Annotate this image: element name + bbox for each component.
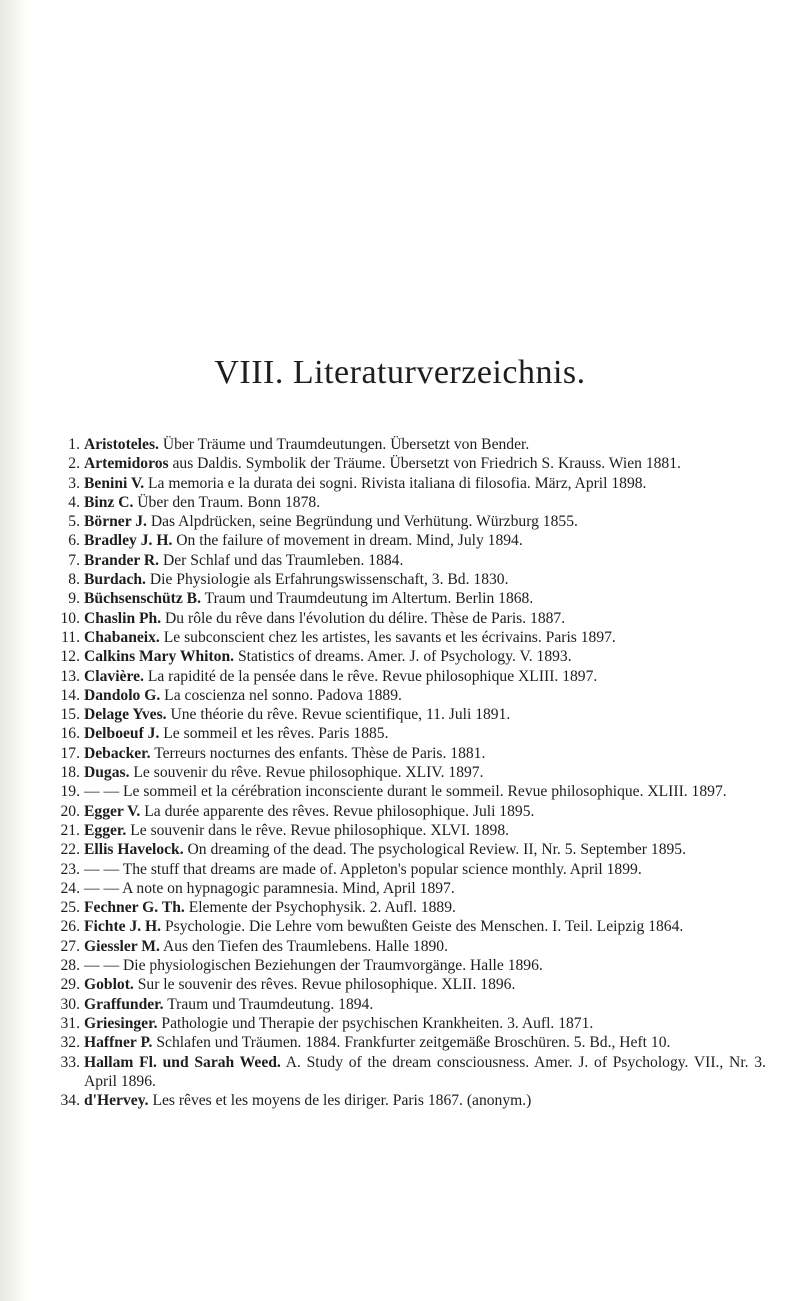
entry-text: Le souvenir dans le rêve. Revue philosophique. XLVI. 1898. <box>130 821 510 839</box>
entry-author: Chabaneix. <box>84 628 160 646</box>
bibliography-entry <box>54 744 766 763</box>
bibliography-entry <box>54 956 766 975</box>
entry-number: 28. <box>60 957 80 975</box>
entry-text: Schlafen und Träumen. 1884. Frankfurter zeitgemäße Broschüren. 5. Bd., Heft 10. <box>156 1034 671 1052</box>
entry-number: 20. <box>60 802 80 820</box>
entry-number: 14. <box>60 686 80 704</box>
entry-text: Aus den Tiefen des Traumlebens. Halle 1890. <box>162 937 448 955</box>
entry-text: Über Träume und Traumdeutungen. Übersetzt von Bender. <box>162 436 530 453</box>
bibliography-entry <box>54 705 766 724</box>
bibliography-entry <box>54 609 766 628</box>
bibliography-entry <box>54 551 766 570</box>
bibliography-entry <box>54 1091 766 1110</box>
entry-author: Calkins Mary Whiton. <box>84 648 235 666</box>
entry-number: 12. <box>60 648 80 666</box>
bibliography-entry <box>54 531 766 550</box>
entry-number: 13. <box>60 667 80 685</box>
entry-text: Das Alpdrücken, seine Begründung und Verhütung. Würzburg 1855. <box>150 513 578 531</box>
entry-number: 2. <box>68 455 80 473</box>
entry-text: — — Le sommeil et la cérébration inconsciente durant le sommeil. Revue philosophique. XLIII. 1897. <box>84 783 727 801</box>
entry-text: La coscienza nel sonno. Padova 1889. <box>164 686 402 704</box>
entry-number: 16. <box>60 725 80 743</box>
entry-text: Traum und Traumdeutung. 1894. <box>167 995 374 1013</box>
entry-number: 23. <box>60 860 80 878</box>
entry-number: 10. <box>60 609 80 627</box>
entry-text: Le souvenir du rêve. Revue philosophique. XLIV. 1897. <box>133 764 484 782</box>
entry-author: Graffunder. <box>84 995 164 1013</box>
entry-author: Hallam Fl. und Sarah Weed. <box>84 1053 281 1071</box>
entry-number: 31. <box>60 1014 80 1032</box>
bibliography-entry <box>54 879 766 898</box>
bibliography-entry <box>54 628 766 647</box>
entry-text: Elemente der Psychophysik. 2. Aufl. 1889. <box>188 899 456 917</box>
entry-text: On the failure of movement in dream. Mind, July 1894. <box>176 532 523 550</box>
entry-number: 33. <box>60 1053 80 1071</box>
entry-number: 22. <box>60 841 80 859</box>
entry-text: La rapidité de la pensée dans le rêve. Revue philosophique XLIII. 1897. <box>147 667 598 685</box>
bibliography-entry <box>54 589 766 608</box>
entry-author: Chaslin Ph. <box>84 609 162 627</box>
entry-text: Der Schlaf und das Traumleben. 1884. <box>163 551 404 569</box>
bibliography-entry <box>54 1053 766 1092</box>
entry-number: 34. <box>60 1092 80 1110</box>
entry-author: Goblot. <box>84 976 134 994</box>
entry-text: — — Die physiologischen Beziehungen der Traumvorgänge. Halle 1896. <box>84 957 543 975</box>
bibliography-entry <box>54 975 766 994</box>
entry-text: Une théorie du rêve. Revue scientifique, 11. Juli 1891. <box>170 706 511 724</box>
entry-author: Clavière. <box>84 667 144 685</box>
bibliography-entry <box>54 860 766 879</box>
bibliography-entry <box>54 917 766 936</box>
entry-number: 25. <box>60 899 80 917</box>
entry-text: Pathologie und Therapie der psychischen Krankheiten. 3. Aufl. 1871. <box>161 1014 594 1032</box>
entry-text: Sur le souvenir des rêves. Revue philosophique. XLII. 1896. <box>137 976 516 994</box>
entry-text: aus Daldis. Symbolik der Träume. Übersetzt von Friedrich S. Krauss. Wien 1881. <box>172 455 681 473</box>
entry-author: Artemidoros <box>84 455 169 473</box>
entry-author: Börner J. <box>84 513 147 531</box>
entry-number: 19. <box>60 783 80 801</box>
entry-author: Benini V. <box>84 474 145 492</box>
entry-text: La durée apparente des rêves. Revue philosophique. Juli 1895. <box>144 802 535 820</box>
entry-number: 7. <box>68 551 80 569</box>
bibliography-entry <box>54 802 766 821</box>
entry-author: Delboeuf J. <box>84 725 160 743</box>
entry-text: Du rôle du rêve dans l'évolution du délire. Thèse de Paris. 1887. <box>165 609 566 627</box>
bibliography-entry <box>54 454 766 473</box>
entry-author: Fechner G. Th. <box>84 899 185 917</box>
entry-text: Die Physiologie als Erfahrungswissenschaft, 3. Bd. 1830. <box>149 571 509 589</box>
entry-number: 4. <box>68 493 80 511</box>
bibliography-entry <box>54 898 766 917</box>
entry-text: — — The stuff that dreams are made of. Appleton's popular science monthly. April 1899. <box>84 860 642 878</box>
entry-author: Egger. <box>84 821 127 839</box>
entry-number: 8. <box>68 571 80 589</box>
entry-text: Statistics of dreams. Amer. J. of Psychology. V. 1893. <box>237 648 572 666</box>
bibliography-entry <box>54 686 766 705</box>
page-title: VIII. Literaturverzeichnis. <box>214 354 586 391</box>
entry-number: 6. <box>68 532 80 550</box>
bibliography-entry <box>54 512 766 531</box>
bibliography-entry <box>54 647 766 666</box>
entry-number: 26. <box>60 918 80 936</box>
entry-number: 5. <box>68 513 80 531</box>
entry-author: d'Hervey. <box>84 1092 149 1110</box>
entry-author: Aristoteles. <box>84 436 159 453</box>
entry-author: Brander R. <box>84 551 160 569</box>
entry-author: Bradley J. H. <box>84 532 173 550</box>
bibliography-entry <box>54 493 766 512</box>
entry-number: 11. <box>61 628 80 646</box>
bibliography-entry <box>54 724 766 743</box>
bibliography-entry <box>54 995 766 1014</box>
entry-author: Fichte J. H. <box>84 918 162 936</box>
entry-author: Ellis Havelock. <box>84 841 184 859</box>
entry-number: 17. <box>60 744 80 762</box>
entry-number: 27. <box>60 937 80 955</box>
entry-number: 1. <box>68 436 80 453</box>
entry-text: — — A note on hypnagogic paramnesia. Mind, April 1897. <box>84 879 455 897</box>
entry-author: Haffner P. <box>84 1034 153 1052</box>
entry-text: On dreaming of the dead. The psychological Review. II, Nr. 5. September 1895. <box>187 841 686 859</box>
entry-author: Griesinger. <box>84 1014 158 1032</box>
entry-author: Giessler M. <box>84 937 160 955</box>
bibliography-entry <box>54 821 766 840</box>
entry-text: Psychologie. Die Lehre vom bewußten Geiste des Menschen. I. Teil. Leipzig 1864. <box>165 918 684 936</box>
bibliography-entry <box>54 667 766 686</box>
bibliography-entry <box>54 1014 766 1033</box>
entry-author: Debacker. <box>84 744 151 762</box>
entry-author: Delage Yves. <box>84 706 167 724</box>
entry-author: Burdach. <box>84 571 146 589</box>
entry-number: 9. <box>68 590 80 608</box>
entry-text: Terreurs nocturnes des enfants. Thèse de Paris. 1881. <box>154 744 486 762</box>
entry-text: A. Study of the dream consciousness. Amer. J. of Psychology. VII., Nr. 3. April 1896. <box>84 1053 766 1090</box>
bibliography-entry <box>54 840 766 859</box>
entry-author: Dugas. <box>84 764 130 782</box>
entry-number: 32. <box>60 1034 80 1052</box>
bibliography-entry <box>54 1033 766 1052</box>
entry-number: 29. <box>60 976 80 994</box>
page-edge-shadow <box>0 0 30 1301</box>
entry-author: Binz C. <box>84 493 134 511</box>
bibliography-list <box>54 435 766 1110</box>
bibliography-entry <box>54 435 766 454</box>
entry-number: 24. <box>60 879 80 897</box>
entry-number: 3. <box>68 474 80 492</box>
entry-number: 21. <box>60 821 80 839</box>
entry-author: Büchsenschütz B. <box>84 590 201 608</box>
entry-text: Traum und Traumdeutung im Altertum. Berlin 1868. <box>204 590 534 608</box>
entry-text: Über den Traum. Bonn 1878. <box>137 493 321 511</box>
entry-number: 15. <box>60 706 80 724</box>
entry-text: Le subconscient chez les artistes, les savants et les écrivains. Paris 1897. <box>163 628 616 646</box>
entry-number: 30. <box>60 995 80 1013</box>
bibliography-entry <box>54 763 766 782</box>
bibliography-entry <box>54 782 766 801</box>
entry-author: Egger V. <box>84 802 141 820</box>
entry-text: La memoria e la durata dei sogni. Rivista italiana di filosofia. März, April 1898. <box>148 474 647 492</box>
bibliography-entry <box>54 570 766 589</box>
entry-number: 18. <box>60 764 80 782</box>
bibliography-entry <box>54 937 766 956</box>
entry-author: Dandolo G. <box>84 686 161 704</box>
entry-text: Les rêves et les moyens de les diriger. Paris 1867. (anonym.) <box>152 1092 532 1110</box>
bibliography-entry <box>54 474 766 493</box>
entry-text: Le sommeil et les rêves. Paris 1885. <box>163 725 389 743</box>
